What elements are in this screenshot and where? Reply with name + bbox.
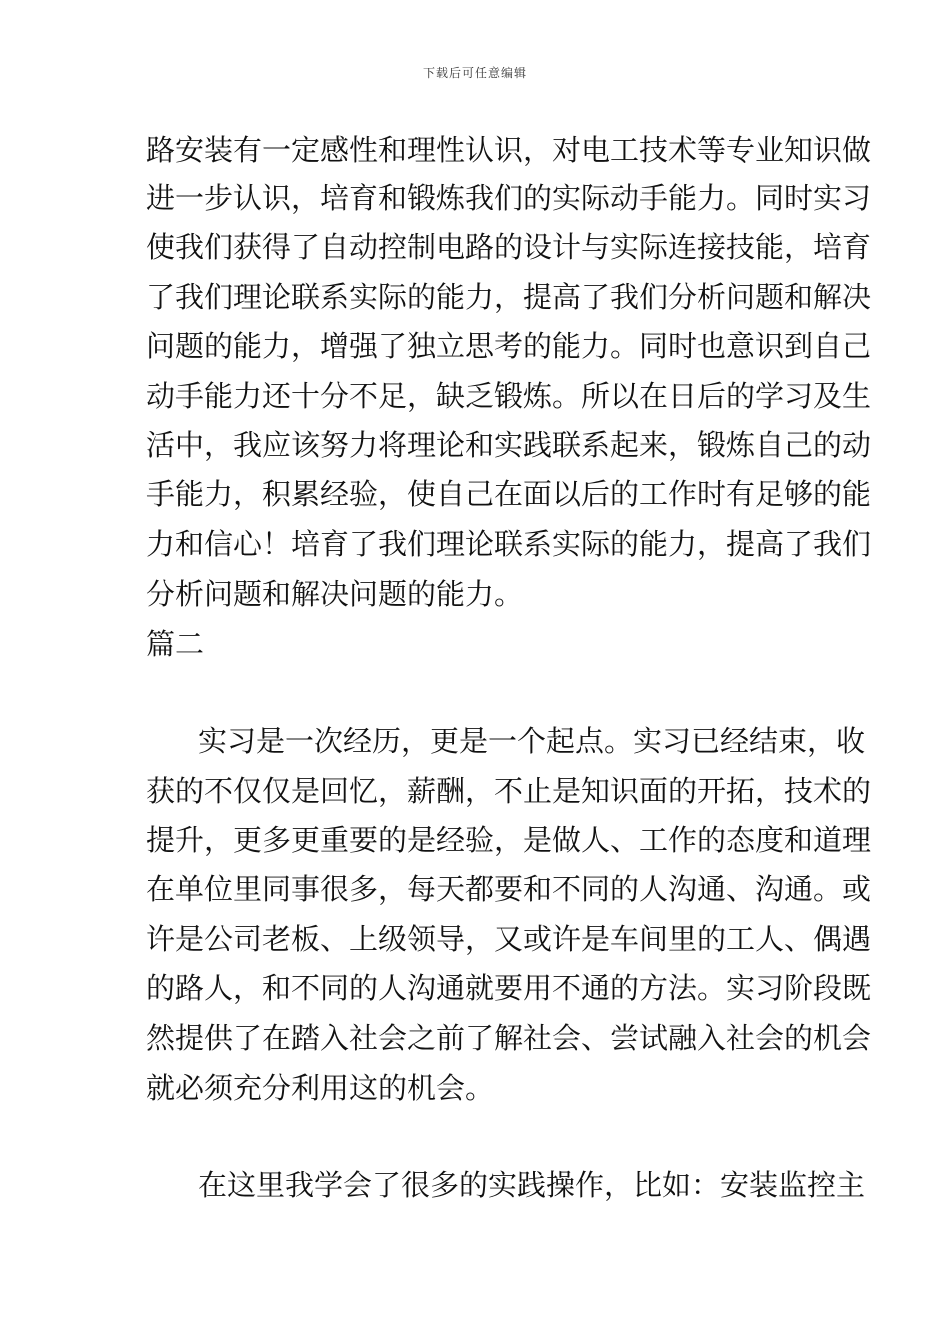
paragraph-1-line-6: 动手能力还十分不足，缺乏锻炼。所以在日后的学习及生 [146, 379, 872, 413]
page-header: 下载后可任意编辑 [422, 66, 527, 80]
paragraph-2-line-5: 许是公司老板、上级领导，又或许是车间里的工人、偶遇 [146, 922, 872, 956]
paragraph-2-line-7: 然提供了在踏入社会之前了解社会、尝试融入社会的机会 [146, 1021, 872, 1055]
section-heading: 篇二 [146, 627, 205, 661]
paragraph-2-line-3: 提升，更多更重要的是经验，是做人、工作的态度和道理 [146, 823, 872, 857]
paragraph-2-line-6: 的路人，和不同的人沟通就要用不通的方法。实习阶段既 [146, 971, 872, 1005]
paragraph-1-line-3: 使我们获得了自动控制电路的设计与实际连接技能，培育 [146, 230, 872, 264]
paragraph-1-line-5: 问题的能力，增强了独立思考的能力。同时也意识到自己 [146, 329, 872, 363]
paragraph-1-line-8: 手能力，积累经验，使自己在面以后的工作时有足够的能 [146, 477, 872, 511]
paragraph-1-line-2: 进一步认识，培育和锻炼我们的实际动手能力。同时实习 [146, 181, 872, 215]
paragraph-2-line-4: 在单位里同事很多，每天都要和不同的人沟通、沟通。或 [146, 872, 872, 906]
paragraph-1-line-4: 了我们理论联系实际的能力，提高了我们分析问题和解决 [146, 280, 872, 314]
paragraph-2-line-8: 就必须充分利用这的机会。 [146, 1071, 495, 1105]
paragraph-1-line-9: 力和信心！培育了我们理论联系实际的能力，提高了我们 [146, 527, 872, 561]
paragraph-1-line-10: 分析问题和解决问题的能力。 [146, 577, 524, 611]
paragraph-1-line-7: 活中，我应该努力将理论和实践联系起来，锻炼自己的动 [146, 428, 872, 462]
paragraph-2-line-2: 获的不仅仅是回忆，薪酬，不止是知识面的开拓，技术的 [146, 774, 872, 808]
paragraph-1-line-1: 路安装有一定感性和理性认识，对电工技术等专业知识做 [146, 133, 872, 167]
paragraph-3-line-1: 在这里我学会了很多的实践操作，比如：安装监控主 [198, 1168, 866, 1202]
paragraph-2-line-1: 实习是一次经历，更是一个起点。实习已经结束，收 [198, 724, 866, 758]
